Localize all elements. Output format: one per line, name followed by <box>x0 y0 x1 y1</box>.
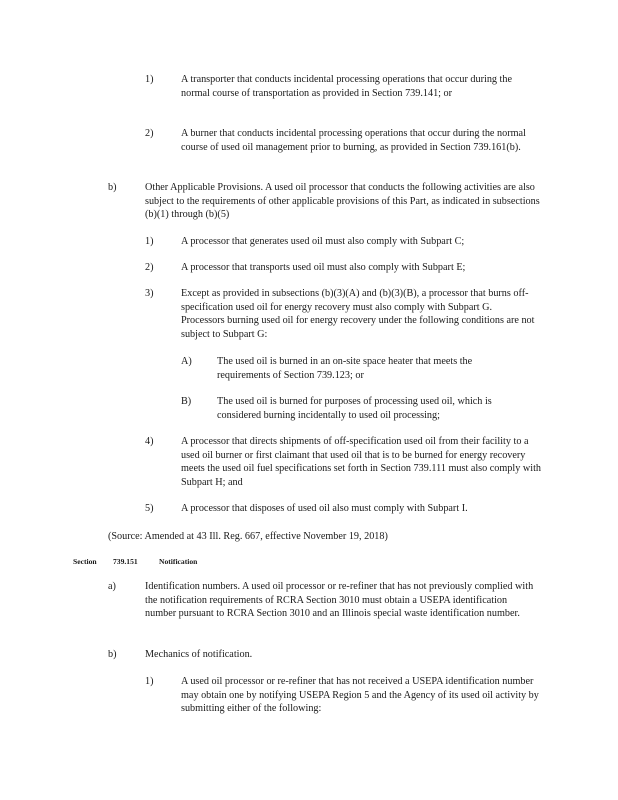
item-2-number: 2) <box>145 128 154 139</box>
b-item-3-text: Except as provided in subsections (b)(3)(A) and (b)(3)(B), a processor that burns off-specification used oil for energy recovery must also comply with Subpart G. Processors burning used oil for energy recovery under the following conditions are not subject to Subpart G: <box>181 288 535 340</box>
section-label: Section <box>73 557 97 566</box>
b-item-3-b-text: The used oil is burned for purposes of processing used oil, which is considered burning incidentally to used oil processing; <box>217 396 492 421</box>
notification-a-text: Identification numbers. A used oil processor or re-refiner that has not previously complied with the notification requirements of RCRA Section 3010 must obtain a USEPA identification number pursuant to RCRA Section 3010 and an Illinois special waste identification number. <box>145 581 534 620</box>
b-item-1-number: 1) <box>145 236 154 247</box>
subsection-b-number: b) <box>108 182 117 193</box>
b-item-4-number: 4) <box>145 436 154 447</box>
item-1-number: 1) <box>145 74 154 85</box>
item-1-text: A transporter that conducts incidental processing operations that occur during the normal course of transportation as provided in Section 739.141; or <box>181 74 512 99</box>
source-note: (Source: Amended at 43 Ill. Reg. 667, effective November 19, 2018) <box>108 531 388 542</box>
b-item-1-text: A processor that generates used oil must also comply with Subpart C; <box>181 236 465 247</box>
item-2-text: A burner that conducts incidental processing operations that occur during the normal course of used oil management prior to burning, as provided in Section 739.161(b). <box>181 128 526 153</box>
b-item-2-text: A processor that transports used oil must also comply with Subpart E; <box>181 262 466 273</box>
b-item-3-a-number: A) <box>181 356 192 367</box>
notification-b-1-text: A used oil processor or re-refiner that has not received a USEPA identification number may obtain one by notifying USEPA Region 5 and the Agency of its used oil activity by submitting either of the following: <box>181 676 539 715</box>
notification-a-number: a) <box>108 581 116 592</box>
b-item-5-text: A processor that disposes of used oil also must comply with Subpart I. <box>181 503 468 514</box>
section-title: Notification <box>159 557 198 566</box>
notification-b-1-number: 1) <box>145 676 154 687</box>
b-item-5-number: 5) <box>145 503 154 514</box>
b-item-3-number: 3) <box>145 288 154 299</box>
b-item-3-a-text: The used oil is burned in an on-site space heater that meets the requirements of Section 739.123; or <box>217 356 473 381</box>
subsection-b-text: Other Applicable Provisions. A used oil processor that conducts the following activities are also subject to the requirements of other applicable provisions of this Part, as indicated in subsections (b)(1) through (b)(5) <box>145 182 540 221</box>
notification-b-text: Mechanics of notification. <box>145 649 253 660</box>
b-item-4-text: A processor that directs shipments of off-specification used oil from their facility to a used oil burner or first claimant that used oil that is to be burned for energy recovery meets the used oil fuel specifications set forth in Section 739.111 must also comply with Subpart H; and <box>181 436 541 488</box>
section-number: 739.151 <box>113 557 138 566</box>
b-item-2-number: 2) <box>145 262 154 273</box>
notification-b-number: b) <box>108 649 117 660</box>
b-item-3-b-number: B) <box>181 396 192 407</box>
